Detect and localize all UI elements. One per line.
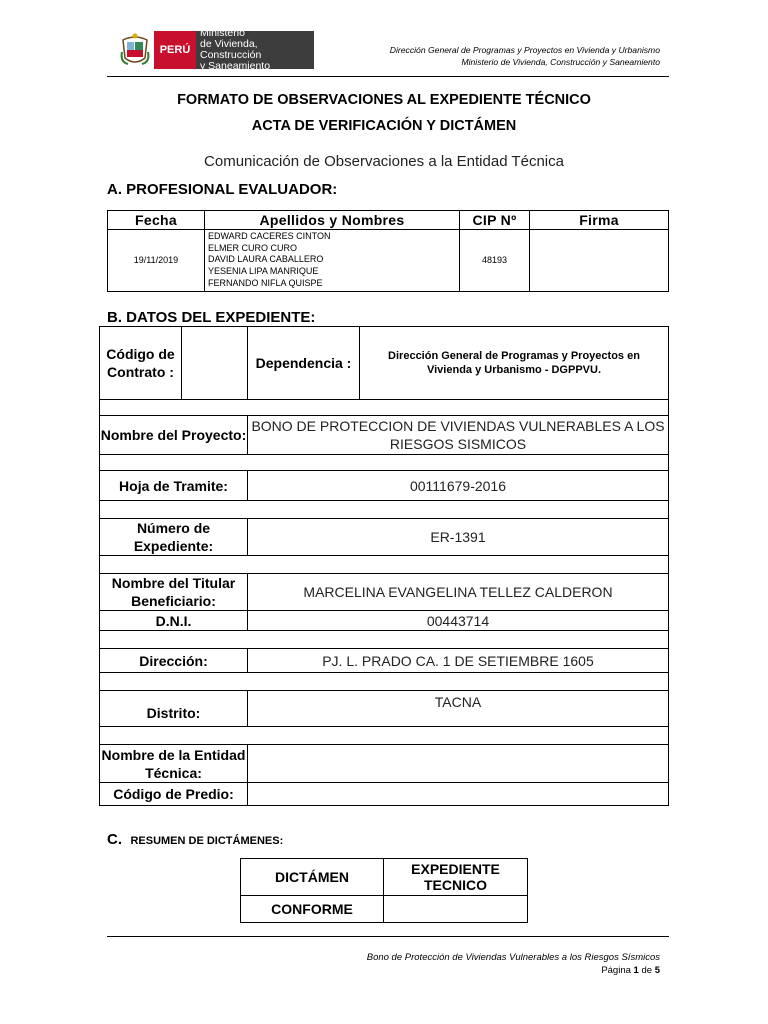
col-cip: CIP Nº bbox=[460, 211, 530, 230]
peru-badge: PERÚ bbox=[154, 31, 196, 69]
conforme-label: CONFORME bbox=[241, 896, 384, 923]
table-row bbox=[100, 673, 669, 691]
conforme-value bbox=[384, 896, 528, 923]
header-right-text: Dirección General de Programas y Proyectos en Vivienda y Urbanismo Ministerio de Vivienda, Construcción y Saneamiento bbox=[389, 45, 660, 67]
titular-label: Nombre del Titular Beneficiario: bbox=[100, 574, 248, 611]
codigo-predio-value bbox=[248, 783, 669, 806]
table-row bbox=[100, 327, 669, 400]
table-row bbox=[100, 745, 669, 783]
distrito-label: Distrito: bbox=[100, 691, 248, 727]
table-row bbox=[100, 471, 669, 501]
table-row bbox=[100, 691, 669, 727]
table-row bbox=[108, 230, 669, 292]
fecha-cell: 19/11/2019 bbox=[108, 230, 205, 292]
table-row bbox=[100, 455, 669, 471]
hoja-tramite-value: 00111679-2016 bbox=[248, 471, 669, 501]
nombre-proyecto-value: BONO DE PROTECCION DE VIVIENDAS VULNERABLES A LOS RIESGOS SISMICOS bbox=[248, 416, 669, 455]
table-row bbox=[100, 519, 669, 556]
entidad-tecnica-label: Nombre de la Entidad Técnica: bbox=[100, 745, 248, 783]
table-row bbox=[100, 727, 669, 745]
nombre-proyecto-label: Nombre del Proyecto: bbox=[100, 416, 248, 455]
dictamen-header: DICTÁMEN bbox=[241, 859, 384, 896]
codigo-contrato-value bbox=[182, 327, 248, 400]
table-row bbox=[100, 574, 669, 611]
table-row bbox=[100, 649, 669, 673]
names-cell: EDWARD CACERES CINTON ELMER CURO CURO DAVID LAURA CABALLERO YESENIA LIPA MANRIQUE FERNANDO NIFLA QUISPE bbox=[205, 230, 460, 292]
hoja-tramite-label: Hoja de Tramite: bbox=[100, 471, 248, 501]
footer-program: Bono de Protección de Viviendas Vulnerables a los Riesgos Sísmicos bbox=[366, 952, 660, 963]
entidad-tecnica-value bbox=[248, 745, 669, 783]
dependencia-value: Dirección General de Programas y Proyectos en Vivienda y Urbanismo - DGPPVU. bbox=[360, 327, 669, 400]
communication-line: Comunicación de Observaciones a la Entidad Técnica bbox=[204, 153, 564, 170]
col-fecha: Fecha bbox=[108, 211, 205, 230]
coat-of-arms-icon bbox=[120, 32, 150, 68]
direccion-label: Dirección: bbox=[100, 649, 248, 673]
firma-cell bbox=[530, 230, 669, 292]
table-row bbox=[100, 611, 669, 631]
document-subtitle: ACTA DE VERIFICACIÓN Y DICTÁMEN bbox=[251, 118, 517, 134]
ministry-logo bbox=[120, 27, 314, 72]
table-row bbox=[100, 400, 669, 416]
numero-expediente-label: Número de Expediente: bbox=[100, 519, 248, 556]
footer-divider bbox=[107, 936, 669, 937]
cip-cell: 48193 bbox=[460, 230, 530, 292]
header-divider bbox=[107, 76, 669, 77]
col-nombres: Apellidos y Nombres bbox=[205, 211, 460, 230]
evaluator-table bbox=[107, 210, 669, 292]
dni-value: 00443714 bbox=[248, 611, 669, 631]
dni-label: D.N.I. bbox=[100, 611, 248, 631]
section-c-heading: C. RESUMEN DE DICTÁMENES: bbox=[107, 831, 284, 848]
col-firma: Firma bbox=[530, 211, 669, 230]
direccion-value: PJ. L. PRADO CA. 1 DE SETIEMBRE 1605 bbox=[248, 649, 669, 673]
expediente-table bbox=[99, 326, 669, 806]
document-title: FORMATO DE OBSERVACIONES AL EXPEDIENTE TÉCNICO bbox=[177, 92, 591, 108]
titular-value: MARCELINA EVANGELINA TELLEZ CALDERON bbox=[248, 574, 669, 611]
table-row bbox=[100, 631, 669, 649]
section-a-heading: A. PROFESIONAL EVALUADOR: bbox=[107, 181, 338, 198]
section-b-heading: B. DATOS DEL EXPEDIENTE: bbox=[107, 309, 316, 326]
table-row bbox=[100, 783, 669, 806]
table-row bbox=[100, 556, 669, 574]
ministry-name: Ministerio de Vivienda, Construcción y Saneamiento bbox=[196, 31, 314, 69]
evaluator-header-row bbox=[108, 211, 669, 230]
table-row bbox=[100, 501, 669, 519]
page-number: Página 1 de 5 bbox=[601, 965, 660, 976]
codigo-contrato-label: Código de Contrato : bbox=[100, 327, 182, 400]
table-row bbox=[100, 416, 669, 455]
numero-expediente-value: ER-1391 bbox=[248, 519, 669, 556]
table-row bbox=[241, 859, 528, 896]
codigo-predio-label: Código de Predio: bbox=[100, 783, 248, 806]
dependencia-label: Dependencia : bbox=[248, 327, 360, 400]
table-row bbox=[241, 896, 528, 923]
expediente-tecnico-header: EXPEDIENTE TECNICO bbox=[384, 859, 528, 896]
distrito-value: TACNA bbox=[248, 691, 669, 727]
dictamenes-table bbox=[240, 858, 528, 923]
